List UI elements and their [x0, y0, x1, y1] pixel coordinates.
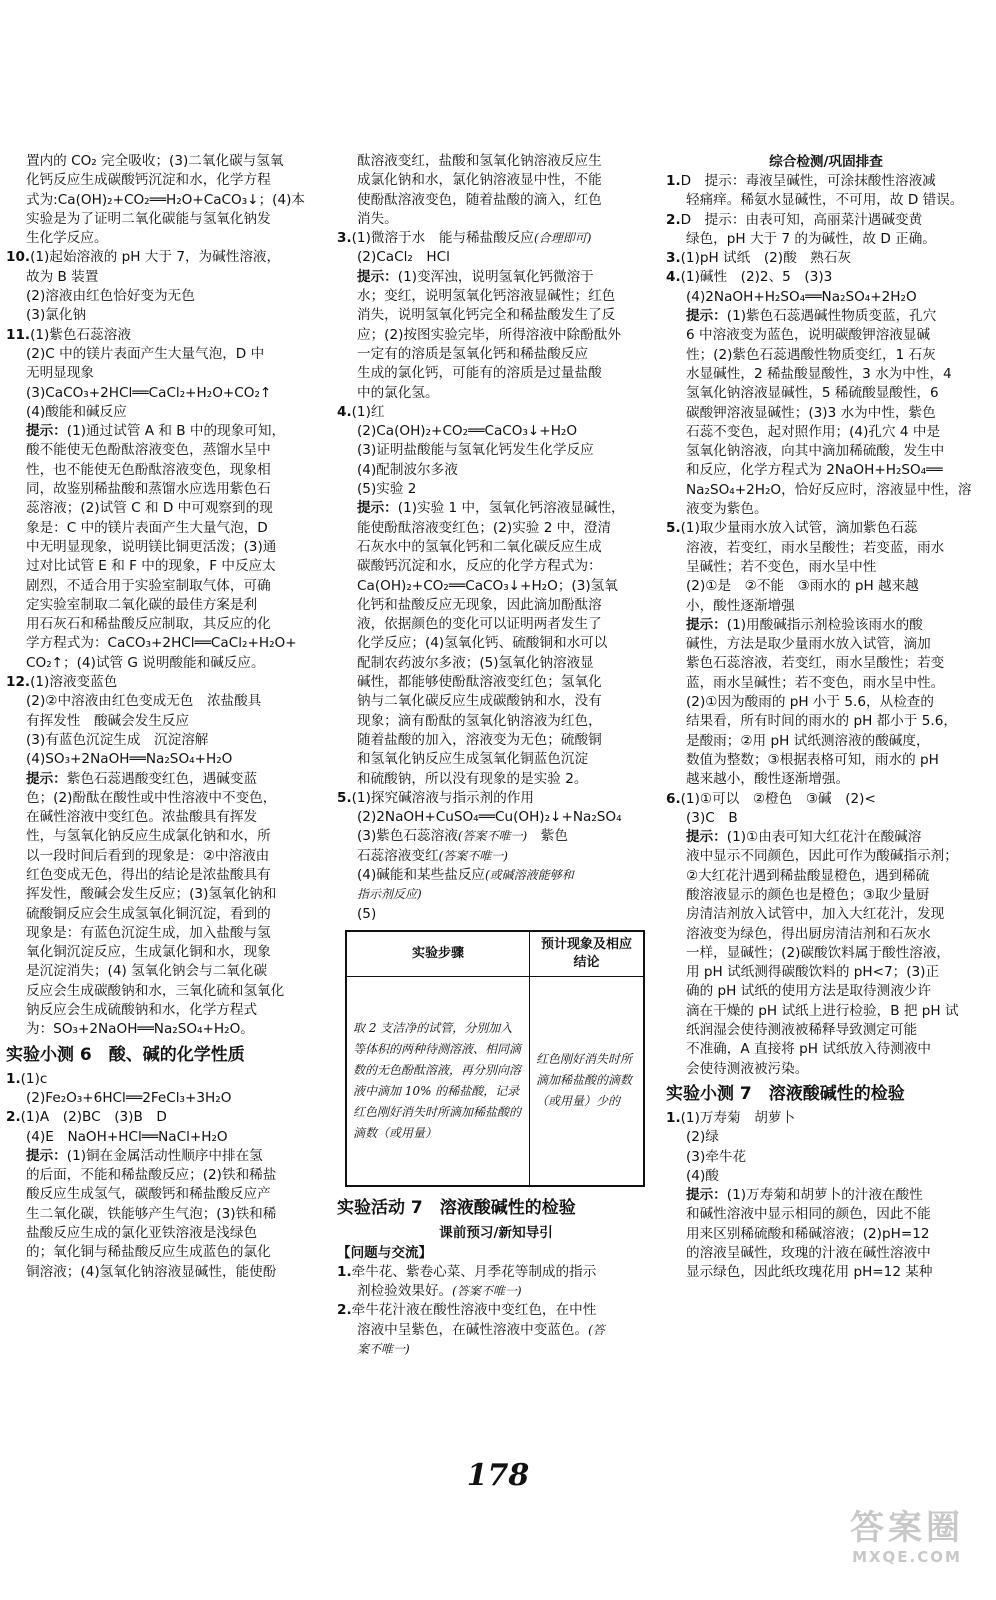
text-line: 氢氧化钠溶液，向其中滴加稀硫酸，发生中: [686, 443, 945, 460]
text-line: 液，依据颜色的变化可以证明两者发生了: [357, 616, 602, 633]
text-line: (5): [357, 905, 377, 922]
hint-text: (1)万寿菊和胡萝卜的汁液在酸性: [726, 1187, 923, 1204]
subsection-heading: 综合检测/巩固排查: [769, 154, 883, 170]
question-number: 2.: [666, 211, 681, 228]
text-line: 生化学反应。: [26, 230, 108, 247]
text-line: 同，故鉴别稀盐酸和蒸馏水应选用紫色石: [26, 481, 271, 498]
question-number: 4.: [337, 403, 352, 420]
text-line: 以一段时间后看到的现象是：②中溶液由: [26, 847, 270, 864]
question-number: 3.: [337, 230, 352, 247]
question-number: 1.: [666, 173, 681, 189]
section-heading: 实验活动 7 溶液酸碱性的检验: [337, 1197, 576, 1218]
text-line: 是沉淀消失；(4) 氢氧化钠会与二氧化碳: [26, 963, 268, 980]
text-line: (3)有蓝色沉淀生成 沉淀溶解: [26, 731, 209, 748]
text-line: 的溶液呈碱性，玫瑰的汁液在碱性溶液中: [686, 1245, 931, 1262]
text-line: 中无明显现象，说明镁比铜更活泼；(3)通: [26, 538, 277, 555]
section-heading: 实验小测 7 溶液酸碱性的检验: [666, 1083, 905, 1104]
answer-q4: [337, 403, 655, 789]
text-line: 用 pH 试纸测得碳酸饮料的 pH<7；(3)正: [686, 964, 940, 981]
text-line: 用来区别稀硫酸和稀碱溶液；(2)pH=12: [686, 1225, 930, 1242]
text-line: 钠反应会生成硫酸钠和水，化学方程式: [26, 1002, 258, 1019]
text-line: 生二氧化碳，铁能够产生气泡；(3)铁和稀: [26, 1205, 277, 1222]
text-line: (2)CaCl₂ HCl: [357, 249, 450, 266]
table-cell-steps: 取 2 支洁净的试管，分别加入等体积的两种待测溶液、相同滴数的无色酚酞溶液，再分别向溶液中滴加 10% 的稀盐酸，记录红色刚好消失时所滴加稀盐酸的滴数（或用量）: [346, 976, 530, 1186]
hint-label: 提示：: [686, 1187, 727, 1204]
hint-label: 提示：: [26, 770, 67, 787]
text-line: 碳酸钙沉淀和水，反应的化学方程式为：: [357, 558, 602, 575]
hint-text: (1)变浑浊，说明氢氧化钙微溶于: [397, 268, 594, 285]
hint-text: (1)实验 1 中，氢氧化钙溶液显碱性，: [397, 500, 625, 517]
answer-note: (合理即可): [534, 231, 592, 246]
column-right: [666, 152, 986, 1283]
hint-text: (1)①由表可知大红花汁在酸碱溶: [726, 829, 922, 846]
answer-c3-q4: [666, 268, 986, 519]
text-line: 化钙和盐酸反应无现象，因此滴加酚酞溶: [357, 596, 602, 613]
text-line: 溶液变为绿色，得出厨房清洁剂和石灰水: [686, 925, 931, 942]
hint-text: (1)铜在金属活动性顺序中排在氢: [66, 1147, 263, 1164]
answer-q11: [6, 326, 324, 673]
table-cell-result: 红色刚好消失时所滴加稀盐酸的滴数（或用量）少的: [530, 976, 645, 1186]
page-number: 178: [466, 1458, 530, 1493]
answer-text: (1)起始溶液的 pH 大于 7，为碱性溶液，: [30, 249, 281, 266]
hint-text: (1)通过试管 A 和 B 中的现象可知，: [66, 423, 286, 440]
text-line: 定实验室制取二氧化碳的最佳方案是利: [26, 596, 258, 613]
answer-text: 紫色: [527, 828, 568, 845]
text-line: 呈碱性；若不变色，雨水呈中性: [686, 558, 877, 575]
answer-text: 剂检验效果好。: [357, 1283, 453, 1300]
answer-s6-q1: [6, 1070, 324, 1109]
text-line: 会使待测液被污染。: [686, 1060, 809, 1077]
answer-c3-q5: [666, 519, 986, 789]
answer-text: D 提示：由表可知，高丽菜汁遇碱变黄: [680, 211, 923, 228]
text-line: 红色变成无色，得出的结论是浓盐酸具有: [26, 866, 271, 883]
text-line: 石蕊不变色，起对照作用；(4)孔穴 4 中是: [686, 423, 941, 440]
question-number: 1.: [6, 1070, 21, 1087]
text-line: 蓝，雨水呈碱性；若不变色，雨水呈中性。: [686, 674, 945, 691]
question-number: 1.: [337, 1263, 352, 1280]
text-line: 无明显现象: [26, 365, 94, 382]
text-line: 盐酸反应生成的氯化亚铁溶液是浅绿色: [26, 1225, 258, 1242]
text-line: 化钙反应生成碳酸钙沉淀和水，化学方程: [26, 172, 271, 189]
text-line: 小，酸性逐渐增强: [686, 597, 795, 614]
answer-c3-q2: [666, 211, 986, 250]
text-line: 挥发性，酸碱会发生反应；(3)氢氧化钠和: [26, 886, 277, 903]
answer-note: (答: [588, 1322, 605, 1337]
answer-s7-q1: [666, 1109, 986, 1283]
hint-label: 提示：: [357, 500, 398, 517]
text-line: 能使酚酞溶液变红色；(2)实验 2 中，澄清: [357, 519, 612, 536]
text-line: (4)酸能和碱反应: [26, 403, 127, 420]
text-line: (2)Ca(OH)₂+CO₂══CaCO₃↓+H₂O: [357, 423, 578, 440]
text-line: (2)2NaOH+CuSO₄══Cu(OH)₂↓+Na₂SO₄: [357, 809, 622, 826]
answer-text: (1)紫色石蕊溶液: [30, 326, 131, 343]
experiment-table: [345, 930, 645, 1187]
text-line: 酞溶液变红，盐酸和氢氧化钠溶液反应生: [357, 153, 602, 169]
answer-text: (1)pH 试纸 (2)酸 熟石灰: [680, 250, 852, 267]
text-line: 实验是为了证明二氧化碳能与氢氧化钠发: [26, 210, 271, 227]
text-line: 化学反应；(4)氢氧化钙、硫酸铜和水可以: [357, 635, 608, 652]
text-line: 成氯化钠和水，氯化钠溶液显中性，不能: [357, 172, 602, 189]
question-number: 2.: [337, 1302, 352, 1319]
text-line: 一样，显碱性；(2)碳酸饮料属于酸性溶液，: [686, 944, 950, 961]
answer-note: (或碱溶液能够和: [485, 867, 574, 882]
text-line: 液变为紫色。: [686, 501, 768, 518]
answer-text: (1)溶液变蓝色: [30, 674, 118, 691]
text-line: 轻痛痒。稀氨水显碱性，不可用，故 D 错误。: [686, 192, 964, 209]
text-line: 剧烈，不适合用于实验室制取气体，可确: [26, 577, 271, 594]
text-line: 溶液，若变红，雨水呈酸性；若变蓝，雨水: [686, 539, 945, 556]
text-line: 使酚酞溶液变色，随着盐酸的滴入，红色: [357, 191, 602, 208]
text-line: 水显碱性，2 稀盐酸显酸性，3 水为中性，4: [686, 365, 952, 382]
text-line: 随着盐酸的加入，溶液变为无色；硫酸铜: [357, 731, 602, 748]
watermark-text: 答案圈: [850, 1508, 964, 1548]
text-line: 的；氧化铜与稀盐酸反应生成蓝色的氯化: [26, 1244, 271, 1261]
answer-c3-q1: [666, 172, 986, 211]
answer-a1: [337, 1263, 655, 1302]
answer-text: (1)碱性 (2)2、5 (3)3: [680, 269, 833, 286]
table-header-steps: 实验步骤: [346, 931, 530, 977]
text-line: (2)①是 ②不能 ③雨水的 pH 越来越: [686, 578, 919, 595]
text-line: 现象；滴有酚酞的氢氧化钠溶液为红色，: [357, 712, 602, 729]
text-line: 一定有的溶质是氢氧化钙和稀盐酸反应: [357, 345, 589, 362]
text-line: 生成的氯化钙，可能有的溶质是过量盐酸: [357, 365, 602, 382]
text-line: 结果看，所有时间的雨水的 pH 都小于 5.6，: [686, 713, 957, 730]
text-line: 水；变红，说明氢氧化钙溶液显碱性；红色: [357, 288, 616, 305]
text-line: 纸润湿会使待测液被稀释导致测定可能: [686, 1022, 918, 1039]
text-line: (4)酸: [686, 1167, 719, 1184]
text-line: (3)牵牛花: [686, 1148, 747, 1165]
hint-label: 提示：: [686, 616, 727, 633]
text-line: 铜溶液；(4)氢氧化钠溶液显碱性，能使酚: [26, 1263, 277, 1280]
text-line: 确的 pH 试纸的使用方法是取待测液少许: [686, 983, 931, 1000]
text-line: 故为 B 装置: [26, 268, 99, 285]
question-number: 12.: [6, 674, 31, 691]
text-line: 用石灰石和稀盐酸反应制取，其反应的化: [26, 616, 271, 633]
text-line: (2)溶液由红色恰好变为无色: [26, 288, 195, 305]
answer-q5: [337, 789, 655, 924]
question-number: 1.: [666, 1109, 681, 1126]
answer-note: 案不唯一): [357, 1342, 410, 1357]
answer-text: (1)万寿菊 胡萝卜: [680, 1109, 796, 1126]
watermark-logo: [832, 1508, 982, 1566]
answer-text: (1)A (2)BC (3)B D: [20, 1109, 167, 1126]
answer-text: (1)①可以 ②橙色 ③碱 (2)<: [680, 790, 876, 807]
text-line: (4)SO₃+2NaOH══Na₂SO₄+H₂O: [26, 751, 233, 768]
text-line: (4)配制波尔多液: [357, 461, 458, 478]
text-line: (2)①因为酸雨的 pH 小于 5.6，从检查的: [686, 694, 934, 711]
question-number: 6.: [666, 790, 681, 807]
question-number: 4.: [666, 269, 681, 286]
text-line: (2)Fe₂O₃+6HCl══2FeCl₃+3H₂O: [26, 1089, 232, 1106]
answer-text: 牵牛花、紫卷心菜、月季花等制成的指示: [351, 1263, 597, 1280]
text-line: (3)CaCO₃+2HCl══CaCl₂+H₂O+CO₂↑: [26, 384, 272, 401]
text-line: 绿色，pH 大于 7 的为碱性，故 D 正确。: [686, 230, 936, 247]
text-line: 碳酸钾溶液显碱性；(3)3 水为中性，紫色: [686, 404, 936, 421]
text-line: (3)证明盐酸能与氢氧化钙发生化学反应: [357, 442, 594, 459]
text-line: 置内的 CO₂ 完全吸收；(3)二氧化碳与氢氧: [26, 153, 284, 169]
bracket-heading: 【问题与交流】: [337, 1244, 433, 1261]
question-number: 5.: [337, 789, 352, 806]
text-line: 和反应，化学方程式为 2NaOH+H₂SO₄══: [686, 462, 943, 479]
text-line: 酸不能使无色酚酞溶液变色，蒸馏水呈中: [26, 442, 271, 459]
subsection-heading: 课前预习/新知导引: [439, 1224, 553, 1241]
answer-q3: [337, 229, 655, 403]
question-number: 3.: [666, 250, 681, 267]
text-line: (2)②中溶液由红色变成无色 浓盐酸具: [26, 693, 262, 710]
answer-text: 石蕊溶液变红: [357, 847, 439, 864]
text-line: 和硫酸钠，所以没有现象的是实验 2。: [357, 770, 588, 787]
hint-label: 提示：: [357, 268, 398, 285]
column-left: [6, 152, 324, 1282]
text-line: 有挥发性 酸碱会发生反应: [26, 712, 190, 729]
text-line: 房清洁剂放入试管中，加入大红花汁，发现: [686, 906, 945, 923]
text-line: 酸反应生成氢气，碳酸钙和稀盐酸反应产: [26, 1186, 271, 1203]
question-number: 11.: [6, 326, 31, 343]
text-line: 石灰水中的氢氧化钙和二氧化碳反应生成: [357, 538, 602, 555]
answer-text: (1)探究碱溶液与指示剂的作用: [351, 789, 535, 806]
answer-note: (答案不唯一): [452, 1284, 522, 1299]
answer-note: (答案不唯一): [457, 829, 528, 844]
text-line: 在碱性溶液中变红色。浓盐酸具有挥发: [26, 809, 258, 826]
text-line: (2)绿: [686, 1129, 719, 1146]
answer-text: (4)碱能和某些盐反应: [357, 866, 486, 883]
answer-note: 指示剂反应): [357, 887, 422, 902]
text-line: 反应会生成碳酸钠和水，三氧化硫和氢氧化: [26, 982, 285, 999]
answer-q2-continued: [337, 152, 655, 229]
text-line: 消失，说明氢氧化钙完全和稀盐酸发生了反: [357, 307, 616, 324]
text-line: 过对比试管 E 和 F 中的现象，F 中反应太: [26, 558, 276, 575]
answer-text: (1)c: [20, 1070, 48, 1087]
text-line: 硫酸铜反应会生成氢氧化铜沉淀，看到的: [26, 905, 271, 922]
answer-q12: [6, 673, 324, 1040]
text-line: 象是：C 中的镁片表面产生大量气泡，D: [26, 519, 268, 536]
text-line: 消失。: [357, 210, 398, 227]
text-line: 的后面，不能和稀盐酸反应；(2)铁和稀盐: [26, 1167, 277, 1184]
table-header-result: 预计现象及相应结论: [530, 931, 645, 977]
question-number: 5.: [666, 520, 681, 537]
answer-text: (3)紫色石蕊溶液: [357, 828, 458, 845]
text-line: 碱性，都能够使酚酞溶液变红色；氢氧化: [357, 674, 602, 691]
answer-text: 溶液中呈紫色，在碱性溶液中变蓝色。: [357, 1321, 589, 1338]
hint-label: 提示：: [686, 829, 727, 846]
text-line: ②大红花汁遇到稀盐酸显橙色，遇到稀硫: [686, 867, 930, 884]
text-line: 性，也不能使无色酚酞溶液变色，现象相: [26, 461, 271, 478]
hint-text: (1)紫色石蕊遇碱性物质变蓝，孔穴: [726, 308, 937, 325]
answer-a2: [337, 1301, 655, 1359]
text-line: 显示绿色，因此纸玫瑰花用 pH=12 某种: [686, 1264, 933, 1281]
text-line: 钠与二氧化碳反应生成碳酸钠和水，没有: [357, 693, 602, 710]
text-line: Ca(OH)₂+CO₂══CaCO₃↓+H₂O；(3)氢氧: [357, 577, 618, 594]
text-line: 性；(2)紫色石蕊遇酸性物质变红，1 石灰: [686, 346, 936, 363]
text-line: 应；(2)按图实验完毕，所得溶液中除酚酞外: [357, 326, 621, 343]
answer-q10: [6, 248, 324, 325]
text-line: (4)2NaOH+H₂SO₄══Na₂SO₄+2H₂O: [686, 288, 917, 305]
text-line: Na₂SO₄+2H₂O，恰好反应时，溶液显中性，溶: [686, 481, 972, 498]
answer-c3-q6: [666, 790, 986, 1079]
text-line: 数值为整数；③根据表格可知，雨水的 pH: [686, 751, 939, 768]
question-number: 2.: [6, 1109, 21, 1126]
text-line: 色；(2)酚酞在酸性或中性溶液中不变色，: [26, 789, 277, 806]
text-line: (3)氯化钠: [26, 307, 87, 324]
text-line: 和碱性溶液中显示相同的颜色，因此不能: [686, 1206, 931, 1223]
text-line: (3)C B: [686, 809, 738, 826]
answer-c3-q3: [666, 249, 986, 268]
answer-text: (1)取少量雨水放入试管，滴加紫色石蕊: [680, 520, 918, 537]
text-line: 酸溶液显示的颜色也是橙色；③取少量厨: [686, 886, 930, 903]
text-line: (2)C 中的镁片表面产生大量气泡，D 中: [26, 345, 265, 362]
watermark-url: MXQE.COM: [852, 1548, 962, 1566]
text-line: 为：SO₃+2NaOH══Na₂SO₄+H₂O。: [26, 1021, 254, 1038]
hint-text: (1)用酸碱指示剂检验该雨水的酸: [726, 616, 923, 633]
text-line: 滴在干燥的 pH 试纸上进行检验，B 把 pH 试: [686, 1002, 959, 1019]
text-line: 学方程式为：CaCO₃+2HCl══CaCl₂+H₂O+: [26, 635, 297, 652]
text-line: 现象是：有蓝色沉淀生成，加入盐酸与氢: [26, 924, 271, 941]
hint-label: 提示：: [26, 1147, 67, 1164]
section-heading: 实验小测 6 酸、碱的化学性质: [6, 1044, 245, 1065]
text-line: 中的氯化氢。: [357, 384, 439, 401]
text-line: 6 中溶液变为蓝色，说明碳酸钾溶液显碱: [686, 327, 931, 344]
text-line: 式为:Ca(OH)₂+CO₂══H₂O+CaCO₃↓；(4)本: [26, 191, 306, 208]
answer-text: D 提示：毒液呈碱性，可涂抹酸性溶液减: [680, 173, 936, 189]
answer-q9-continued: [6, 152, 324, 248]
text-line: (4)E NaOH+HCl══NaCl+H₂O: [26, 1128, 228, 1145]
text-line: 和氢氧化钠反应生成氢氧化铜蓝色沉淀: [357, 751, 589, 768]
answer-text: 牵牛花汁液在酸性溶液中变红色，在中性: [351, 1302, 597, 1319]
text-line: 碱性，方法是取少量雨水放入试管，滴加: [686, 636, 931, 653]
hint-label: 提示：: [686, 308, 727, 325]
hint-text: 紫色石蕊遇酸变红色，遇碱变蓝: [66, 770, 258, 787]
text-line: 氢氧化钠溶液显碱性，5 稀硫酸显酸性，6: [686, 385, 939, 402]
answer-s6-q2: [6, 1108, 324, 1282]
text-line: 蕊溶液；(2)试管 C 和 D 中可观察到的现: [26, 500, 273, 517]
text-line: 氧化铜沉淀反应，生成氯化铜和水，现象: [26, 944, 271, 961]
answer-note: (答案不唯一): [438, 848, 508, 863]
column-middle: [337, 152, 655, 1359]
text-line: 紫色石蕊溶液，若变红，雨水呈酸性；若变: [686, 655, 945, 672]
text-line: 不准确，A 直接将 pH 试纸放入待测液中: [686, 1041, 932, 1058]
text-line: 配制农药波尔多液；(5)氢氧化钠溶液显: [357, 654, 594, 671]
text-line: 是酸雨；②用 pH 试纸测溶液的酸碱度，: [686, 732, 930, 749]
answer-text: (1)红: [351, 403, 385, 420]
text-line: CO₂↑；(4)试管 G 说明酸能和碱反应。: [26, 654, 265, 671]
text-line: 性，与氢氧化钠反应生成氯化钠和水，所: [26, 828, 271, 845]
text-line: (5)实验 2: [357, 481, 417, 498]
text-line: 越来越小，酸性逐渐增强。: [686, 771, 850, 788]
hint-label: 提示：: [26, 423, 67, 440]
text-line: 液中显示不同颜色，因此可作为酸碱指示剂；: [686, 848, 958, 865]
question-number: 10.: [6, 249, 31, 266]
answer-text: (1)微溶于水 能与稀盐酸反应: [351, 230, 535, 247]
